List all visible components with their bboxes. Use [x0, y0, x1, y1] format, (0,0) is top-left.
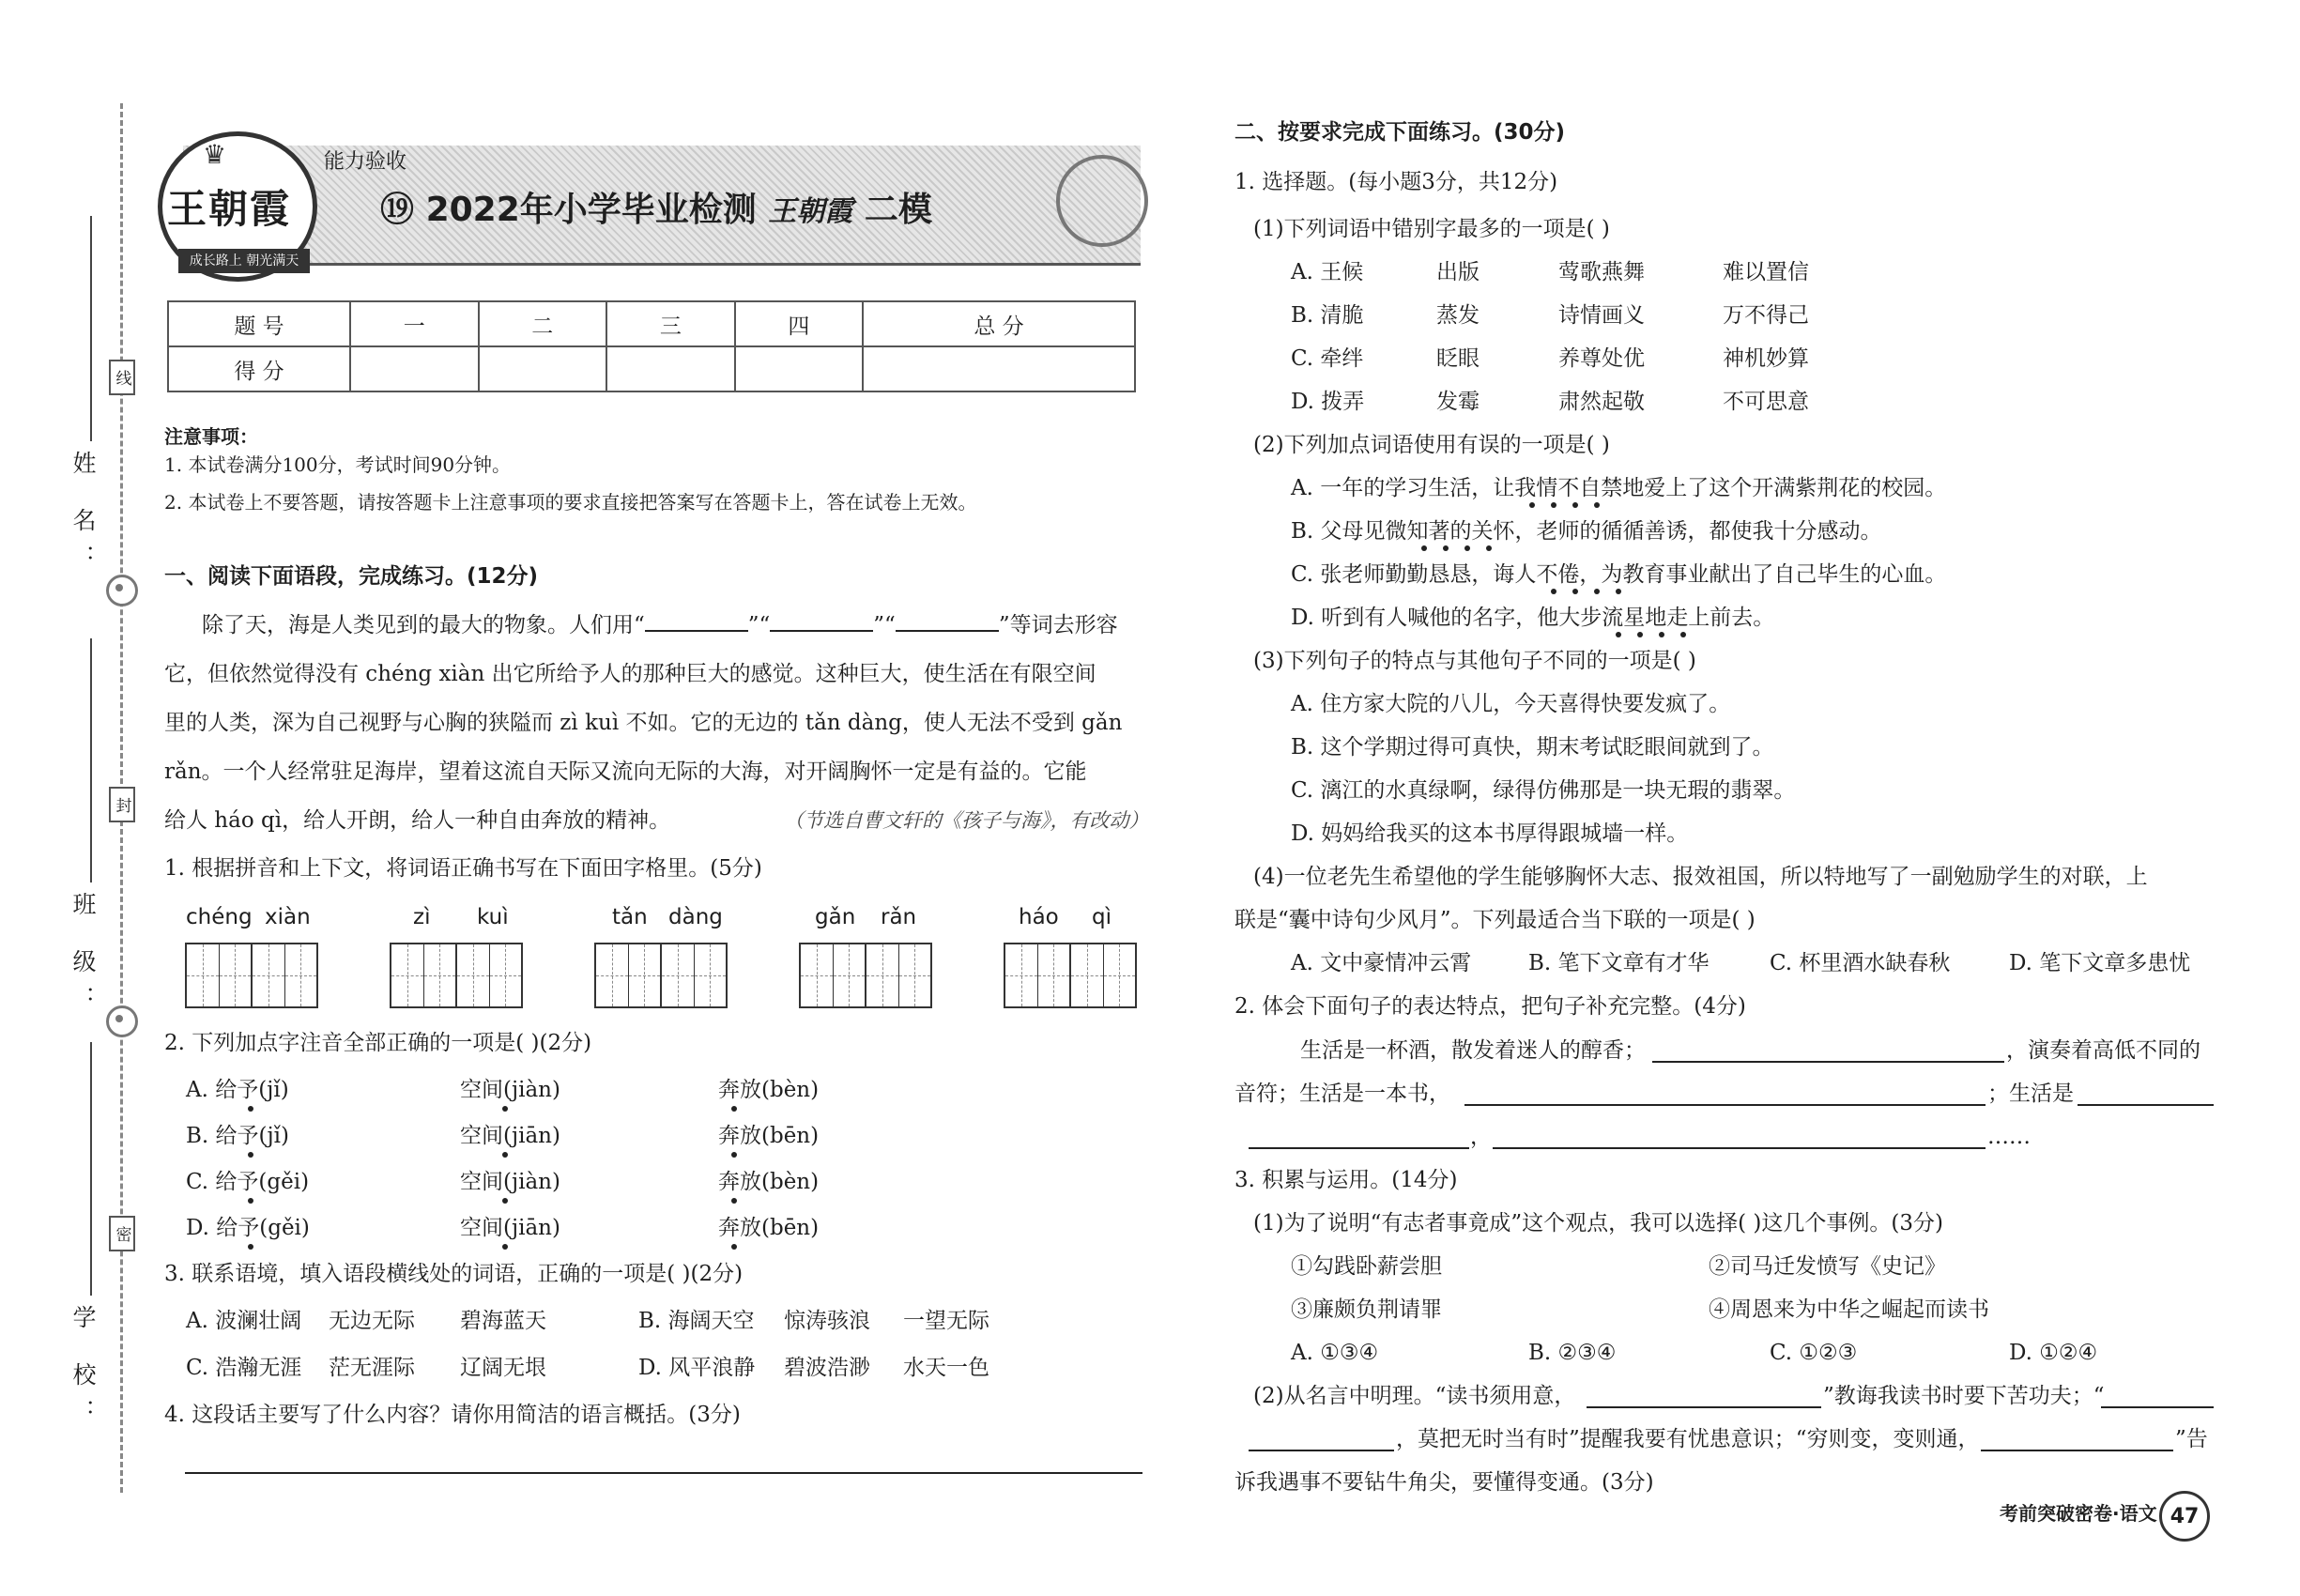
passage-line: 给人 háo qì，给人开朗，给人一种自由奔放的精神。: [164, 808, 671, 833]
q1-4-option: A. 文中豪情冲云霄: [1291, 951, 1472, 975]
writing-grid[interactable]: [251, 943, 318, 1008]
binding-ring-icon: [106, 1005, 138, 1037]
emphasis-dot: [502, 1152, 508, 1158]
seal-char-seal: 封: [109, 787, 135, 822]
q1-3-option: A. 住方家大院的八儿，今天喜得快要发疯了。: [1291, 692, 1731, 716]
name-blank[interactable]: [90, 216, 92, 441]
pinyin-label: tǎn: [612, 905, 648, 929]
passage-text: ”等词去形容: [998, 613, 1118, 637]
passage-line: 里的人类，深为自己视野与心胸的狭隘而 zì kuì 不如。它的无边的 tǎn dàng，使人无法不受到 gǎn: [164, 711, 1123, 735]
writing-grid[interactable]: [594, 943, 662, 1008]
pinyin-label: dàng: [668, 905, 723, 929]
name-label: 姓 名：: [69, 451, 97, 581]
q1-1-option: 养尊处优: [1558, 346, 1645, 371]
fill-blank[interactable]: [1249, 1147, 1469, 1149]
q2-text: 音符；生活是一本书，: [1234, 1082, 1450, 1106]
emphasis-dot: [1594, 502, 1600, 508]
score-cell: 一: [350, 301, 479, 346]
emphasis-dot: [731, 1106, 737, 1112]
question-3: 3. 联系语境，填入语段横线处的词语，正确的一项是( )(2分): [164, 1262, 744, 1286]
pinyin-label: kuì: [477, 905, 509, 929]
fill-blank[interactable]: [1493, 1147, 1986, 1149]
q2-text: ；生活是: [1987, 1082, 2074, 1106]
q1-1-option: 神机妙算: [1723, 346, 1809, 371]
title-brand: 王朝霞: [768, 195, 853, 228]
notes-item: 2. 本试卷上不要答题，请按答题卡上注意事项的要求直接把答案写在答题卡上，答在试卷上无效。: [164, 491, 977, 514]
q3-2-text: 诉我遇事不要钻牛角尖，要懂得变通。(3分): [1234, 1470, 1654, 1495]
q1-2-option: C. 张老师勤勤恳恳，诲人不倦，为教育事业献出了自己毕生的心血。: [1291, 562, 1947, 587]
emphasis-dot: [502, 1244, 508, 1250]
fill-blank[interactable]: [2101, 1406, 2214, 1408]
q1-3-option: D. 妈妈给我买的这本书厚得跟城墙一样。: [1291, 821, 1689, 846]
fill-blank[interactable]: [1587, 1406, 1821, 1408]
q2-option: 空间(jiān): [460, 1216, 560, 1240]
emphasis-dot: [248, 1152, 253, 1158]
q2-option: 奔放(bèn): [718, 1078, 820, 1102]
q2-text: ……: [1987, 1125, 2031, 1149]
q2-option: A. 给予(jǐ): [186, 1078, 289, 1102]
q3-1-item: ②司马迁发愤写《史记》: [1709, 1254, 1946, 1279]
emphasis-dot: [1551, 589, 1556, 594]
writing-grid[interactable]: [660, 943, 728, 1008]
q2-option: 空间(jiàn): [460, 1078, 560, 1102]
seal-char-line: 线: [109, 360, 135, 395]
q2-option: 奔放(bēn): [718, 1124, 820, 1148]
p2-q1-4-line2: 联是“囊中诗句少风月”。下列最适合当下联的一项是( ): [1234, 908, 1756, 932]
pinyin-label: háo: [1019, 905, 1059, 929]
pinyin-label: chéng: [186, 905, 253, 929]
header-tag: 能力验收: [324, 150, 407, 174]
passage-text: ”“: [747, 613, 771, 637]
score-input[interactable]: [479, 346, 607, 391]
answer-line[interactable]: [185, 1472, 1142, 1474]
footer-text: 考前突破密卷·语文: [2000, 1502, 2157, 1525]
score-table: [167, 300, 1136, 392]
emphasis-dot: [1594, 589, 1600, 594]
emphasis-dot: [731, 1152, 737, 1158]
q1-1-option: 肃然起敬: [1558, 390, 1645, 414]
q2-text: ，: [1470, 1125, 1492, 1149]
score-cell: 四: [735, 301, 864, 346]
q3-option: 碧海蓝天: [460, 1309, 546, 1333]
passage-line: 它，但依然觉得没有 chéng xiàn 出它所给予人的那种巨大的感觉。这种巨大，使生活在有限空间: [164, 662, 1096, 686]
fill-blank[interactable]: [1981, 1450, 2173, 1451]
q3-1-item: ③廉颇负荆请罪: [1291, 1297, 1442, 1322]
score-cell: 二: [479, 301, 607, 346]
q3-option: 无边无际: [329, 1309, 415, 1333]
q1-1-option: 不可思意: [1723, 390, 1809, 414]
question-1: 1. 根据拼音和上下文，将词语正确书写在下面田字格里。(5分): [164, 856, 762, 881]
q3-1-option: C. ①②③: [1770, 1341, 1858, 1365]
emphasis-dot: [1551, 502, 1556, 508]
q3-option: 惊涛骇浪: [784, 1309, 870, 1333]
q2-option: 奔放(bēn): [718, 1216, 820, 1240]
q3-1-option: D. ①②④: [2009, 1341, 2098, 1365]
p2-q1-4-line1: (4)一位老先生希望他的学生能够胸怀大志、报效祖国，所以特地写了一副勉励学生的对联，上: [1253, 865, 2148, 889]
class-blank[interactable]: [90, 638, 92, 882]
emphasis-dot: [731, 1198, 737, 1204]
emphasis-dot: [502, 1198, 508, 1204]
score-input[interactable]: [735, 346, 864, 391]
p2-question-1: 1. 选择题。(每小题3分，共12分): [1234, 170, 1558, 194]
passage-blank[interactable]: [896, 630, 999, 632]
q1-3-option: B. 这个学期过得可真快，期末考试眨眼间就到了。: [1291, 735, 1774, 760]
score-input[interactable]: [350, 346, 479, 391]
emphasis-dot: [1659, 632, 1664, 637]
p2-question-3: 3. 积累与运用。(14分): [1234, 1168, 1458, 1192]
part2-heading: 二、按要求完成下面练习。(30分): [1234, 120, 1566, 145]
writing-grid[interactable]: [185, 943, 253, 1008]
school-label: 学 校：: [69, 1305, 97, 1435]
emphasis-dot: [248, 1106, 253, 1112]
q1-1-option: C. 牵绊: [1291, 346, 1364, 371]
page-title: [380, 183, 932, 231]
q1-1-option: 诗情画义: [1558, 303, 1645, 328]
q2-option: 奔放(bèn): [718, 1170, 820, 1194]
question-4: 4. 这段话主要写了什么内容？请你用简洁的语言概括。(3分): [164, 1403, 741, 1427]
pinyin-label: gǎn: [815, 905, 856, 929]
q1-2-option: D. 听到有人喊他的名字，他大步流星地走上前去。: [1291, 606, 1775, 630]
q1-1-option: 眨眼: [1436, 346, 1480, 371]
pinyin-label: rǎn: [881, 905, 917, 929]
writing-grid[interactable]: [799, 943, 866, 1008]
q3-option: B. 海阔天空: [638, 1309, 755, 1333]
emphasis-dot: [1464, 545, 1470, 551]
q2-option: B. 给予(jǐ): [186, 1124, 289, 1148]
q1-4-option: D. 笔下文章多患忧: [2009, 951, 2191, 975]
q3-option: 一望无际: [903, 1309, 989, 1333]
score-table-score-row: [168, 346, 1135, 391]
logo-text: 王朝霞: [167, 186, 292, 232]
school-blank[interactable]: [90, 1042, 92, 1296]
score-cell: 题 号: [168, 301, 350, 346]
q1-1-option: A. 王候: [1291, 260, 1364, 284]
emphasis-dot: [1637, 632, 1643, 637]
emphasis-dot: [1486, 545, 1492, 551]
page-number: 47: [2159, 1491, 2210, 1542]
passage-line: rǎn。一个人经常驻足海岸，望着这流自天际又流向无际的大海，对开阔胸怀一定是有益的。它能: [164, 760, 1087, 784]
p2-question-2: 2. 体会下面句子的表达特点，把句子补充完整。(4分): [1234, 994, 1746, 1019]
q2-option: 空间(jiān): [460, 1124, 560, 1148]
q3-1-item: ①勾践卧薪尝胆: [1291, 1254, 1442, 1279]
q3-1-option: B. ②③④: [1528, 1341, 1617, 1365]
q1-1-option: 出版: [1436, 260, 1480, 284]
q3-option: D. 风平浪静: [638, 1356, 756, 1380]
part1-heading: 一、阅读下面语段，完成练习。(12分): [164, 564, 539, 589]
q3-option: A. 波澜壮阔: [186, 1309, 302, 1333]
writing-grid[interactable]: [455, 943, 523, 1008]
pinyin-label: qì: [1092, 905, 1112, 929]
title-number: ⑲: [380, 190, 415, 229]
p2-q3-1: (1)为了说明“有志者事竟成”这个观点，我可以选择( )这几个事例。(3分): [1253, 1211, 1943, 1235]
score-input[interactable]: [863, 346, 1135, 391]
logo-ribbon: 成长路上 朝光满天: [178, 249, 310, 273]
emphasis-dot: [1572, 589, 1578, 594]
notes-title: 注意事项：: [164, 425, 258, 448]
q1-1-option: 发霉: [1436, 390, 1480, 414]
q1-2-option: B. 父母见微知著的关怀，老师的循循善诱，都使我十分感动。: [1291, 519, 1882, 544]
q1-4-option: B. 笔下文章有才华: [1528, 951, 1710, 975]
emphasis-dot: [1680, 632, 1686, 637]
q1-2-option: A. 一年的学习生活，让我情不自禁地爱上了这个开满紫荆花的校园。: [1291, 476, 1947, 500]
q1-1-option: 莺歌燕舞: [1558, 260, 1645, 284]
score-cell: 总 分: [863, 301, 1135, 346]
q1-1-option: 难以置信: [1723, 260, 1809, 284]
q1-3-option: C. 漓江的水真绿啊，绿得仿佛那是一块无瑕的翡翠。: [1291, 778, 1796, 803]
emphasis-dot: [731, 1244, 737, 1250]
class-label: 班 级：: [69, 892, 97, 1022]
passage-blank[interactable]: [645, 630, 748, 632]
q3-option: 茫无涯际: [329, 1356, 415, 1380]
q3-2-text: ”教诲我读书时要下苦功夫；“: [1823, 1384, 2105, 1408]
q3-1-option: A. ①③④: [1291, 1341, 1379, 1365]
emphasis-dot: [1616, 589, 1621, 594]
fill-blank[interactable]: [1249, 1450, 1394, 1451]
q2-option: 空间(jiàn): [460, 1170, 560, 1194]
p2-q1-1: (1)下列词语中错别字最多的一项是( ): [1253, 217, 1610, 241]
q1-1-option: 万不得己: [1723, 303, 1809, 328]
q2-option: D. 给予(gěi): [186, 1216, 310, 1240]
q1-4-option: C. 杯里酒水缺春秋: [1770, 951, 1951, 975]
seal-char-secret: 密: [109, 1216, 135, 1251]
q2-text: 生活是一杯酒，散发着迷人的醇香；: [1300, 1038, 1646, 1063]
passage-text: ”“: [873, 613, 896, 637]
writing-grid[interactable]: [390, 943, 457, 1008]
emphasis-dot: [1529, 502, 1535, 508]
emphasis-dot: [1572, 502, 1578, 508]
clock-icon: [1056, 155, 1148, 247]
writing-grid[interactable]: [1004, 943, 1071, 1008]
q3-2-text: ，莫把无时当有时”提醒我要有忧患意识；“穷则变，变则通，: [1396, 1427, 1980, 1451]
title-suffix: 二模: [864, 191, 932, 229]
score-input[interactable]: [606, 346, 735, 391]
passage-line: [202, 615, 1118, 637]
title-main: 2022年小学毕业检测: [425, 191, 757, 229]
question-2: 2. 下列加点字注音全部正确的一项是( )(2分): [164, 1031, 592, 1055]
passage-blank[interactable]: [770, 630, 873, 632]
writing-grid[interactable]: [865, 943, 932, 1008]
emphasis-dot: [248, 1244, 253, 1250]
q1-1-option: D. 拨弄: [1291, 390, 1365, 414]
p2-q1-3: (3)下列句子的特点与其他句子不同的一项是( ): [1253, 649, 1696, 673]
q3-2-text: ”告: [2175, 1427, 2208, 1451]
q1-1-option: B. 清脆: [1291, 303, 1364, 328]
passage-text: 除了天，海是人类见到的最大的物象。人们用“: [202, 613, 645, 637]
q2-option: C. 给予(gěi): [186, 1170, 310, 1194]
q3-option: C. 浩瀚无涯: [186, 1356, 302, 1380]
q1-1-option: 蒸发: [1436, 303, 1480, 328]
fill-blank[interactable]: [2078, 1104, 2214, 1106]
score-table-header-row: [168, 301, 1135, 346]
binding-ring-icon: [106, 575, 138, 606]
pinyin-label: zì: [413, 905, 431, 929]
p2-q1-2: (2)下列加点词语使用有误的一项是( ): [1253, 433, 1610, 457]
notes-item: 1. 本试卷满分100分，考试时间90分钟。: [164, 453, 512, 476]
score-cell: 得 分: [168, 346, 350, 391]
score-cell: 三: [606, 301, 735, 346]
q3-option: 水天一色: [903, 1356, 989, 1380]
writing-grid[interactable]: [1069, 943, 1137, 1008]
q3-2-text: (2)从名言中明理。“读书须用意，: [1253, 1384, 1576, 1408]
emphasis-dot: [1616, 632, 1621, 637]
fill-blank[interactable]: [1652, 1061, 2004, 1063]
emphasis-dot: [1421, 545, 1427, 551]
q3-option: 辽阔无垠: [460, 1356, 546, 1380]
emphasis-dot: [502, 1106, 508, 1112]
emphasis-dot: [248, 1198, 253, 1204]
fill-blank[interactable]: [1464, 1104, 1986, 1106]
q3-1-item: ④周恩来为中华之崛起而读书: [1709, 1297, 1989, 1322]
crown-icon: ♛: [203, 139, 227, 170]
passage-source: （节选自曹文轩的《孩子与海》，有改动）: [784, 809, 1149, 832]
pinyin-label: xiàn: [265, 905, 311, 929]
emphasis-dot: [1443, 545, 1449, 551]
q2-text: ，演奏着高低不同的: [2006, 1038, 2200, 1063]
q3-option: 碧波浩渺: [784, 1356, 870, 1380]
